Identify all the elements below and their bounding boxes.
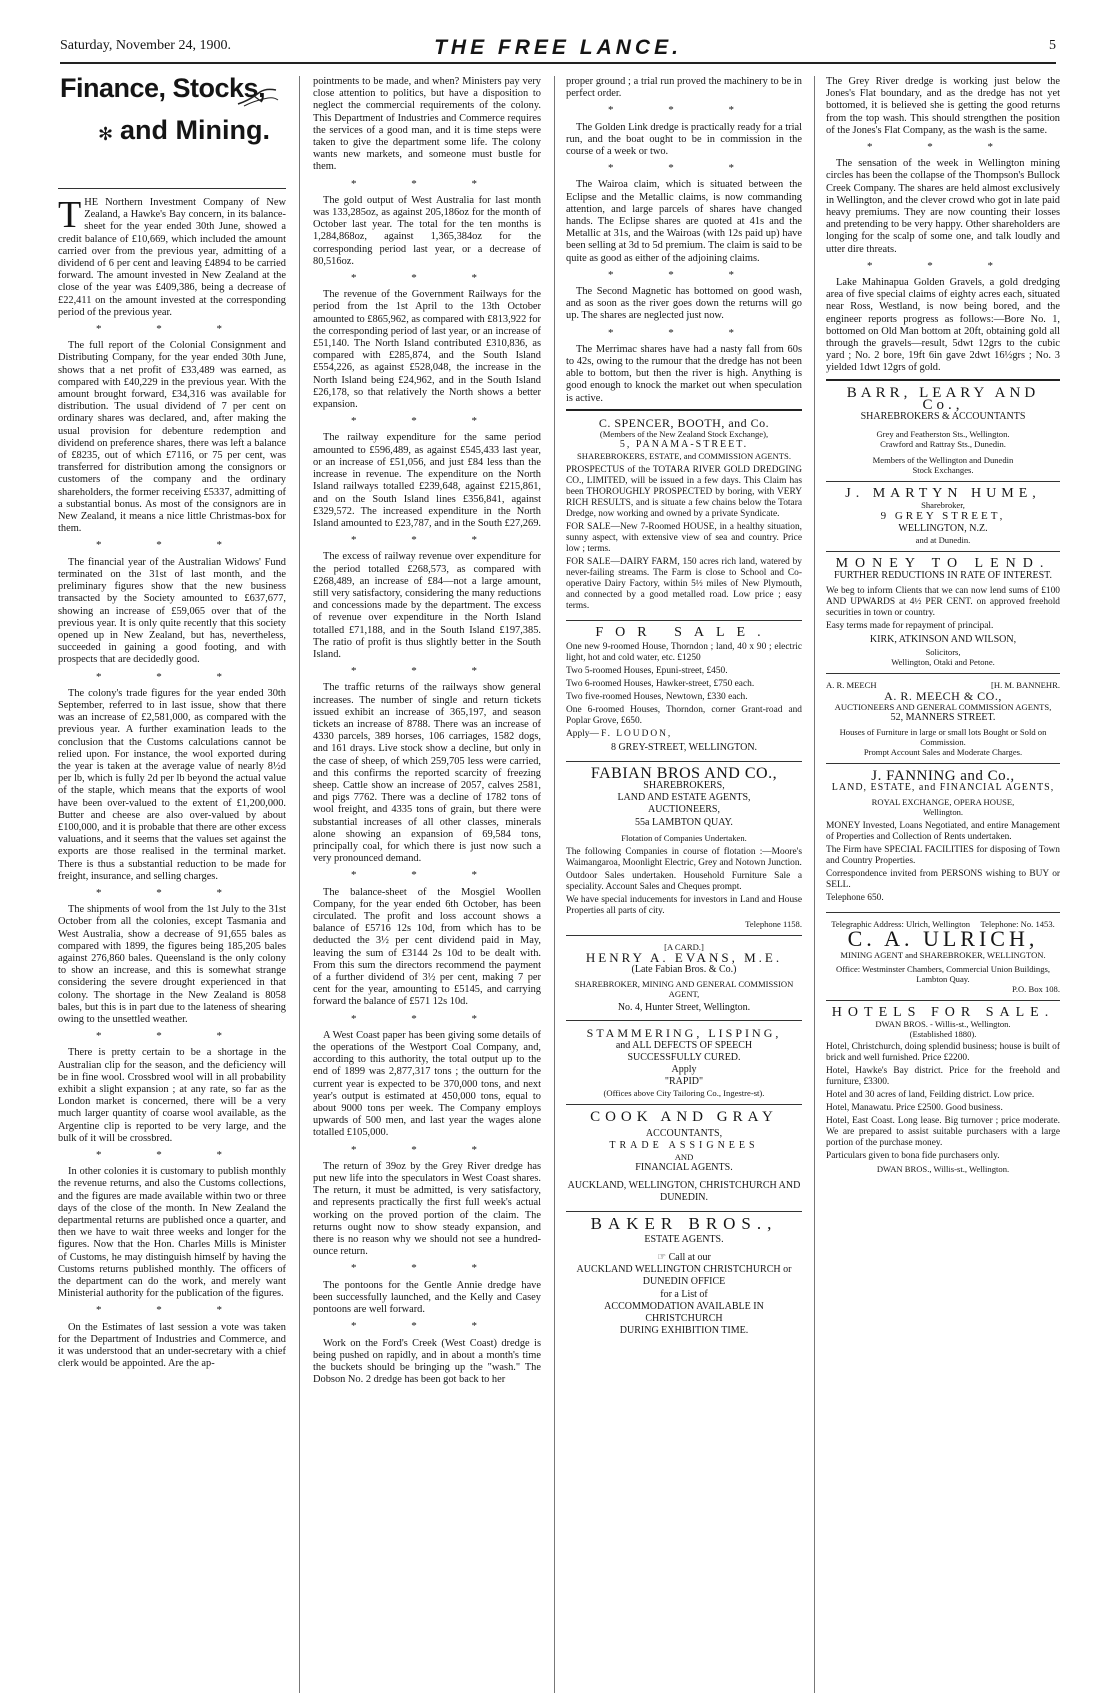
column-two bbox=[313, 76, 541, 1693]
column-rule bbox=[554, 76, 555, 1693]
advertisement-spencer-booth: C. SPENCER, BOOTH, and Co. (Members of the New Zealand Stock Exchange), 5, PANAMA-STREET. SHAREBROKERS, ESTATE, and COMMISSION AGENTS. PROSPECTUS of the TOTARA RIVER GOLD DREDGING CO., LIMITED, will be issued in a few days. This Claim has been THOROUGHLY PROSPECTED by boring, with VERY RICH RESULTS, and is situate a few chains below the Totara Dredge, now working and owned by a private Syndicate. FOR SALE—New 7-Roomed HOUSE, in a healthy situation, sunny aspect, with extensive view of sea and country. Price low ; terms. FOR SALE—DAIRY FARM, 150 acres rich land, watered by never-failing streams. The Farm is close to School and Co-operative Dairy Factory, within 5½ miles of New Plymouth, and connected by a good metalled road. Low price ; easy terms. bbox=[566, 409, 802, 620]
advertisement-martyn-hume: J. MARTYN HUME, Sharebroker, 9 GREY STREET, WELLINGTON, N.Z. and at Dunedin. bbox=[826, 481, 1060, 551]
advertisement-fabian-bros: FABIAN BROS AND CO., SHAREBROKERS, LAND AND ESTATE AGENTS, AUCTIONEERS, 55a LAMBTON QUAY. Flotation of Companies Undertaken. The following Companies in course of flotation :—Moore's Waimangaroa, Moonlight Electric, Grey and Notown Junction. Outdoor Sales undertaken. Household Furniture Sale a speciality. Account Sales and Cheques prompt. We have special inducements for investors in Land and House Properties all parts of city. Telephone 1158. bbox=[566, 761, 802, 935]
separator: * * * bbox=[867, 141, 1019, 154]
heading-line-2: and Mining. bbox=[120, 115, 270, 145]
masthead bbox=[60, 36, 1056, 64]
separator: * * * bbox=[351, 1143, 503, 1156]
article-paragraph: pointments to be made, and when? Ministers pay very close attention to politics, but have a disposition to neglect the commercial requirements of the colony. This Department of Industries and Commerce requires the services of a good man, and it is time steps were taken to give the department some life. The colony wants new markets, and someone must bustle for them. bbox=[313, 76, 541, 173]
column-rule bbox=[814, 76, 815, 1693]
separator: * * * bbox=[96, 539, 248, 552]
article-paragraph: The Second Magnetic has bottomed on good wash, and as soon as the river goes down the returns will go up. The shares are neglected just now. bbox=[566, 286, 802, 322]
article-paragraph: The revenue of the Government Railways for the period from the 1st April to the 13th October amounted to £865,962, as compared with £813,922 for the corresponding period of last year, or an increase of £51,140. The North Island contributed £310,836, as compared with £285,874, and the South Island £554,226, as against £528,048, the increase in the North Island being £24,962, and in the South Island £26,178, so that relatively the North shows a better expansion. bbox=[313, 289, 541, 411]
advertisement-stammering: STAMMERING, LISPING, and ALL DEFECTS OF SPEECH SUCCESSFULLY CURED. Apply "RAPID" (Offices above City Tailoring Co., Ingestre-st). bbox=[566, 1020, 802, 1104]
separator: * * * bbox=[96, 1149, 248, 1162]
article-paragraph: In other colonies it is customary to publish monthly the revenue returns, and also the Customs collections, and the figures are made available within two or three days of the close of the month. In New Zealand the departmental returns are published once a quarter, and then we have to wait three weeks and longer for the figures. Now that the Hon. Charles Mills is Minister of Customs, he may distinguish himself by having the Customs returns published monthly. The officers of the department can do the work, and merely want Ministerial authority for the publication of the figures. bbox=[58, 1166, 286, 1300]
separator: * * * bbox=[351, 1012, 503, 1025]
separator: * * * bbox=[351, 665, 503, 678]
article-paragraph: The financial year of the Australian Widows' Fund terminated on the 31st of last month, and the preliminary figures show that the new business transacted by the Society amounted to £637,677, showing an increase of £59,065 over that of the previous year. It is only quite recently that this society opened up in New Zealand, but has, nevertheless, succeeded in gaining a good footing, and with prospects that are decidedly good. bbox=[58, 556, 286, 666]
article-paragraph: The Grey River dredge is working just below the Jones's Flat boundary, and as the dredge has not yet bottomed, it is believed she is getting the good returns from the top wash. This should strengthen the position of the Jones's Flat Company, as the wash is the same. bbox=[826, 76, 1060, 136]
advertisement-baker-bros: BAKER BROS., ESTATE AGENTS. ☞ Call at our AUCKLAND WELLINGTON CHRISTCHURCH or DUNEDIN OFFICE for a List of ACCOMMODATION AVAILABLE IN CHRISTCHURCH DURING EXHIBITION TIME. bbox=[566, 1211, 802, 1344]
advertisement-barr-leary: BARR, LEARY AND Co., SHAREBROKERS & ACCOUNTANTS Grey and Featherston Sts., Wellington. Crawford and Rattray Sts., Dunedin. Members of the Wellington and Dunedin Stock Exchanges. bbox=[826, 379, 1060, 482]
separator: * * * bbox=[96, 1030, 248, 1043]
article-paragraph: The gold output of West Australia for last month was 133,285oz, as against 205,186oz for the month of October last year. The total for the ten months is 1,284,868oz, against 1,365,384oz for the corresponding period last year, or a decrease of 80,516oz. bbox=[313, 194, 541, 267]
drop-cap: T bbox=[58, 194, 82, 236]
advertisement-fanning: J. FANNING and Co., LAND, ESTATE, and FINANCIAL AGENTS, ROYAL EXCHANGE, OPERA HOUSE, Wellington. MONEY Invested, Loans Negotiated, and entire Management of Properties and Collection of Rents undertaken. The Firm have SPECIAL FACILITIES for disposing of Town and Country Properties. Correspondence invited from PERSONS wishing to BUY or SELL. Telephone 650. bbox=[826, 763, 1060, 912]
advertisement-meech: A. R. MEECH [H. M. BANNEHR. A. R. MEECH & CO., AUCTIONEERS AND GENERAL COMMISSION AGENTS, 52, MANNERS STREET. Houses of Furniture in large or small lots Bought or Sold on Commission. Prompt Account Sales and Moderate Charges. bbox=[826, 673, 1060, 763]
separator: * * * bbox=[351, 534, 503, 547]
article-paragraph: Lake Mahinapua Golden Gravels, a gold dredging area of five special claims of eighty acres each, situated near Ross, Westland, is now being bored, and the engineer reports progress as follows:—Bore No. 1, bottomed on Old Man bottom at 20ft, obtaining gold all through the gravels—result, 5dwt 12grs to the cubic yard ; No. 2 bore, 19ft 6in gave 2dwt 16½grs ; No. 3 yielded 1dwt 12grs of gold. bbox=[826, 277, 1060, 374]
separator: * * * bbox=[96, 886, 248, 899]
column-four bbox=[826, 76, 1060, 1693]
article-paragraph: The pontoons for the Gentle Annie dredge have been successfully launched, and the Kelly and Casey pontoons are well forward. bbox=[313, 1279, 541, 1316]
advertisement-henry-evans: [A CARD.] HENRY A. EVANS, M.E. (Late Fabian Bros. & Co.) SHAREBROKER, MINING AND GENERAL COMMISSION AGENT, No. 4, Hunter Street, Wellington. bbox=[566, 935, 802, 1021]
article-paragraph: The railway expenditure for the same period amounted to £596,489, as against £545,433 last year, or an increase of £51,056, and just £84 less than the increase in revenue. The expenditure on the North Island railways totalled £239,648, against £215,861, and on the South Island lines £356,841, against £329,572. The increased expenditure in the North Island amounted to £23,787, and in the South £27,269. bbox=[313, 432, 541, 529]
heading-line-1: Finance, Stocks, bbox=[60, 76, 266, 103]
separator: * * * bbox=[867, 259, 1019, 272]
article-paragraph: The Wairoa claim, which is situated between the Eclipse and the Metallic claims, is now commanding attention, and large parcels of shares have changed hands. The Eclipse shares are quoted at 41s and the Metallic at 31s, and the Wairoas (with 12s paid up) have been selling at 3d to 5d premium. The claim is said to be quite as good as either of the adjoining claims. bbox=[566, 179, 802, 264]
article-paragraph: The Merrimac shares have had a nasty fall from 60s to 42s, owing to the rumour that the dredge has not been able to bottom, but then the river is high. Anything is good enough to knock the market out when speculation is active. bbox=[566, 343, 802, 404]
article-paragraph: THE Northern Investment Company of New Zealand, a Hawke's Bay concern, in its balance-sheet for the year ended 30th June, showed a credit balance of £10,669, which included the amount carried over from the previous year, admitting of a dividend of 6 per cent and leaving £4894 to be carried forward. The amount invested in New Zealand at the close of the year was £409,386, being a decrease of £22,411 on the amount invested at the corresponding period of the previous year. bbox=[58, 194, 286, 318]
article-paragraph: Work on the Ford's Creek (West Coast) dredge is being pushed on rapidly, and in about a month's time the buckets should be bringing up the "wash." The Dobson No. 2 dredge has been got back to her bbox=[313, 1337, 541, 1386]
issue-date: Saturday, November 24, 1900. bbox=[60, 38, 231, 53]
separator: * * * bbox=[351, 1320, 503, 1333]
article-paragraph: On the Estimates of last session a vote was taken for the Department of Industries and Commerce, and it was understood that an under-secretary with a chief clerk would be appointed. Are the ap- bbox=[58, 1321, 286, 1370]
separator: * * * bbox=[351, 869, 503, 882]
separator: * * * bbox=[351, 1262, 503, 1275]
flourish-ornament-icon bbox=[236, 86, 280, 108]
advertisement-money-to-lend: MONEY TO LEND. FURTHER REDUCTIONS IN RATE OF INTEREST. We beg to inform Clients that we can now lend sums of £100 AND UPWARDS at 4½ PER CENT. on approved freehold securities in town or country. Easy terms made for repayment of principal. KIRK, ATKINSON AND WILSON, Solicitors, Wellington, Otaki and Petone. bbox=[826, 551, 1060, 673]
separator: * * * bbox=[608, 162, 760, 175]
ad-firm-name: C. SPENCER, BOOTH, and Co. bbox=[598, 415, 770, 430]
pointing-hand-icon: ☞ bbox=[657, 1251, 667, 1263]
article-paragraph: The full report of the Colonial Consignment and Distributing Company, for the year ended 30th June, shows that a net profit of £33,489 was earned, as compared with £40,229 in the previous year. With the amount brought forward, £34,316 was available for distribution. The usual dividend of 7 per cent on ordinary shares was declared, and, after making the usual provision for debenture redemption and dividend on preference shares, there was left a balance of £8235, out of which £7116, or 75 per cent, was transferred for distribution among the consignors or customers of the company and the ordinary shareholders, the former receiving £5337, admitting of a substantial bonus. As most of the consignors are in New Zealand, it means a nice little Christmas-box for them. bbox=[58, 340, 286, 535]
article-paragraph: The balance-sheet of the Mosgiel Woollen Company, for the year ended 6th October, has been circulated. The profit and loss account shows a balance of £5716 12s 10d, from which has to be deducted the 3½ per cent dividend paid in May, leaving the sum of £3144 2s 10d to be dealt with. From this sum the directors recommend the payment of a further dividend of 3½ per cent, making 7 per cent for the year, amounting to £5145, and carrying forward the balance of £571 12s 10d. bbox=[313, 886, 541, 1008]
article-paragraph: The shipments of wool from the 1st July to the 31st October from all the colonies, except Tasmania and West Australia, show a decrease of 91,655 bales as compared with 1899, the figures being 185,205 bales against 276,860 bales. Queensland is the only colony to show an increase, and this is somewhat strange considering the severe drought experienced in that colony. The shortage in the New Zealand is 8058 bales, but this is in part due to the lateness of shearing owing to the unsettled weather. bbox=[58, 904, 286, 1025]
separator: * * * bbox=[351, 177, 503, 190]
article-paragraph: The Golden Link dredge is practically ready for a trial run, and the boat ought to be in commission in the course of a week or two. bbox=[566, 121, 802, 158]
separator: * * * bbox=[608, 326, 760, 339]
article-paragraph: The sensation of the week in Wellington mining circles has been the collapse of the Thompson's Bullock Creek Company. The shares are held almost exclusively in Wellington, and the clever crowd who got in late paid heavy premiums. They are now counting their losses and pretending to be very happy. Other shareholders are longing for the scalp of some one, and talk loudly and utter dire threats. bbox=[826, 158, 1060, 255]
star-ornament-icon: ✻ bbox=[98, 124, 114, 144]
column-finance bbox=[58, 76, 286, 1693]
separator: * * * bbox=[351, 415, 503, 428]
separator: * * * bbox=[96, 670, 248, 683]
advertisement-ulrich: Telegraphic Address: Ulrich, Wellington Telephone: No. 1453. C. A. ULRICH, MINING AGENT and SHAREBROKER, WELLINGTON. Office: Westminster Chambers, Commercial Union Buildings, Lambton Quay. P.O. Box 108. bbox=[826, 912, 1060, 999]
page-number: 5 bbox=[1049, 38, 1056, 53]
article-paragraph: The return of 39oz by the Grey River dredge has put new life into the speculators in West Coast shares. The return, it must be admitted, is very satisfactory, and represents practically the first full week's actual working on the proved portion of the claim. The returns ought now to show steady expansion, and there is no reason why we should not see a hundred-ounce return. bbox=[313, 1160, 541, 1258]
article-paragraph: proper ground ; a trial run proved the machinery to be in perfect order. bbox=[566, 76, 802, 100]
advertisement-hotels-for-sale: HOTELS FOR SALE. DWAN BROS. - Willis-st., Wellington. (Established 1880). Hotel, Christchurch, doing splendid business; house is built of brick and well furnished. Price £2200. Hotel, Hawke's Bay district. Price for the freehold and furniture, £3300. Hotel and 30 acres of land, Feilding district. Low price. Hotel, Manawatu. Price £2500. Good business. Hotel, East Coast. Long lease. Big turnover ; price moderate. We are prepared to assist suitable purchasers with a large portion of the purchase money. Particulars given to bona fide purchasers only. DWAN BROS., Willis-st., Wellington. bbox=[826, 1000, 1060, 1180]
article-paragraph: A West Coast paper has been giving some details of the operations of the Westport Coal Company, and, according to this authority, the total output up to the end of 1899 was 2,877,317 tons ; the outturn for the current year is expected to be 370,000 tons, and next year's output is estimated at 450,000 tons, equal to about 9000 tons per week. The Company employs upwards of 500 men, and last year the wages alone totalled £105,000. bbox=[313, 1029, 541, 1139]
newspaper-title: THE FREE LANCE. bbox=[434, 36, 682, 59]
separator: * * * bbox=[608, 268, 760, 281]
advertisement-cook-gray: COOK AND GRAY ACCOUNTANTS, TRADE ASSIGNEES AND FINANCIAL AGENTS. AUCKLAND, WELLINGTON, CHRISTCHURCH AND DUNEDIN. bbox=[566, 1104, 802, 1210]
advertisement-for-sale: FOR SALE. One new 9-roomed House, Thorndon ; land, 40 x 90 ; electric light, hot and cold water, etc. £1250 Two 5-roomed Houses, Epuni-street, £450. Two 6-roomed Houses, Hawker-street, £750 each. Two five-roomed Houses, Newtown, £330 each. One 6-roomed Houses, Thorndon, corner Grant-road and Poplar Grove, £650. Apply— F. LOUDON, 8 GREY-STREET, WELLINGTON. bbox=[566, 620, 802, 760]
section-heading bbox=[58, 76, 286, 189]
article-paragraph: The traffic returns of the railways show general increases. The number of single and return tickets issued exhibit an increase of 365,197, and season tickets an increase of 8788. There was an increase of 4330 parcels, 389 horses, 106 carriages, 1582 dogs, and 161 drays. Live stock show a decline, but only in the case of sheep, of which 259,705 less were carried, and this confirms the reported scarcity of freezing sheep. Cattle show an increase of 2057, calves 2581, and pigs 7762. There was a decline of 1782 tons of wool freight, and 4335 tons of grain, but there were substantial increases of all other classes, minerals alone showing an expansion of 69,584 tons, principally coal, for which there is just now such a very pronounced demand. bbox=[313, 682, 541, 865]
article-paragraph: There is pretty certain to be a shortage in the Australian clip for the season, and the deficiency will be in fine wool. Crossbred wool will in all probability exhibit a slight expansion ; at any rate, so far as the London market is concerned, there will be a very much larger quantity of coarse wool available, as the Argentine clip is reported to be very large, and the bulk of it will be crossbred. bbox=[58, 1047, 286, 1144]
column-three bbox=[566, 76, 802, 1693]
separator: * * * bbox=[96, 1304, 248, 1317]
separator: * * * bbox=[96, 323, 248, 336]
separator: * * * bbox=[351, 272, 503, 285]
article-paragraph: The colony's trade figures for the year ended 30th September, referred to in last issue, show that there was an increase of £2,581,000, as compared with the previous year. A further examination leads to the conclusion that the Customs calculations cannot be relied upon. For instance, the wool exported during the year is taken at the average value of nearly 8½d per lb, which is fully 2d per lb beyond the actual value of the staple, which means that the exports of wool have been over-valued to the extent of £1,200,000. Butter and cheese are also over-valued by about £100,000, and it is probable that there are other excess valuations, and it seems that the values set against the exports are those realised in the terminal market. There is thus a substantial reduction to be made for freight, insurance, and selling charges. bbox=[58, 687, 286, 882]
article-paragraph: The excess of railway revenue over expenditure for the period totalled £268,573, as compared with £268,489, an increase of £84—not a large amount, still very satisfactory, considering the many reductions and concessions made by the department. The excess of revenue over expenditure in the North Island totalled £71,188, and in the South Island £197,385. The ratio of profit is thus slightly better in the South Island. bbox=[313, 551, 541, 660]
column-rule bbox=[299, 76, 300, 1693]
separator: * * * bbox=[608, 104, 760, 117]
